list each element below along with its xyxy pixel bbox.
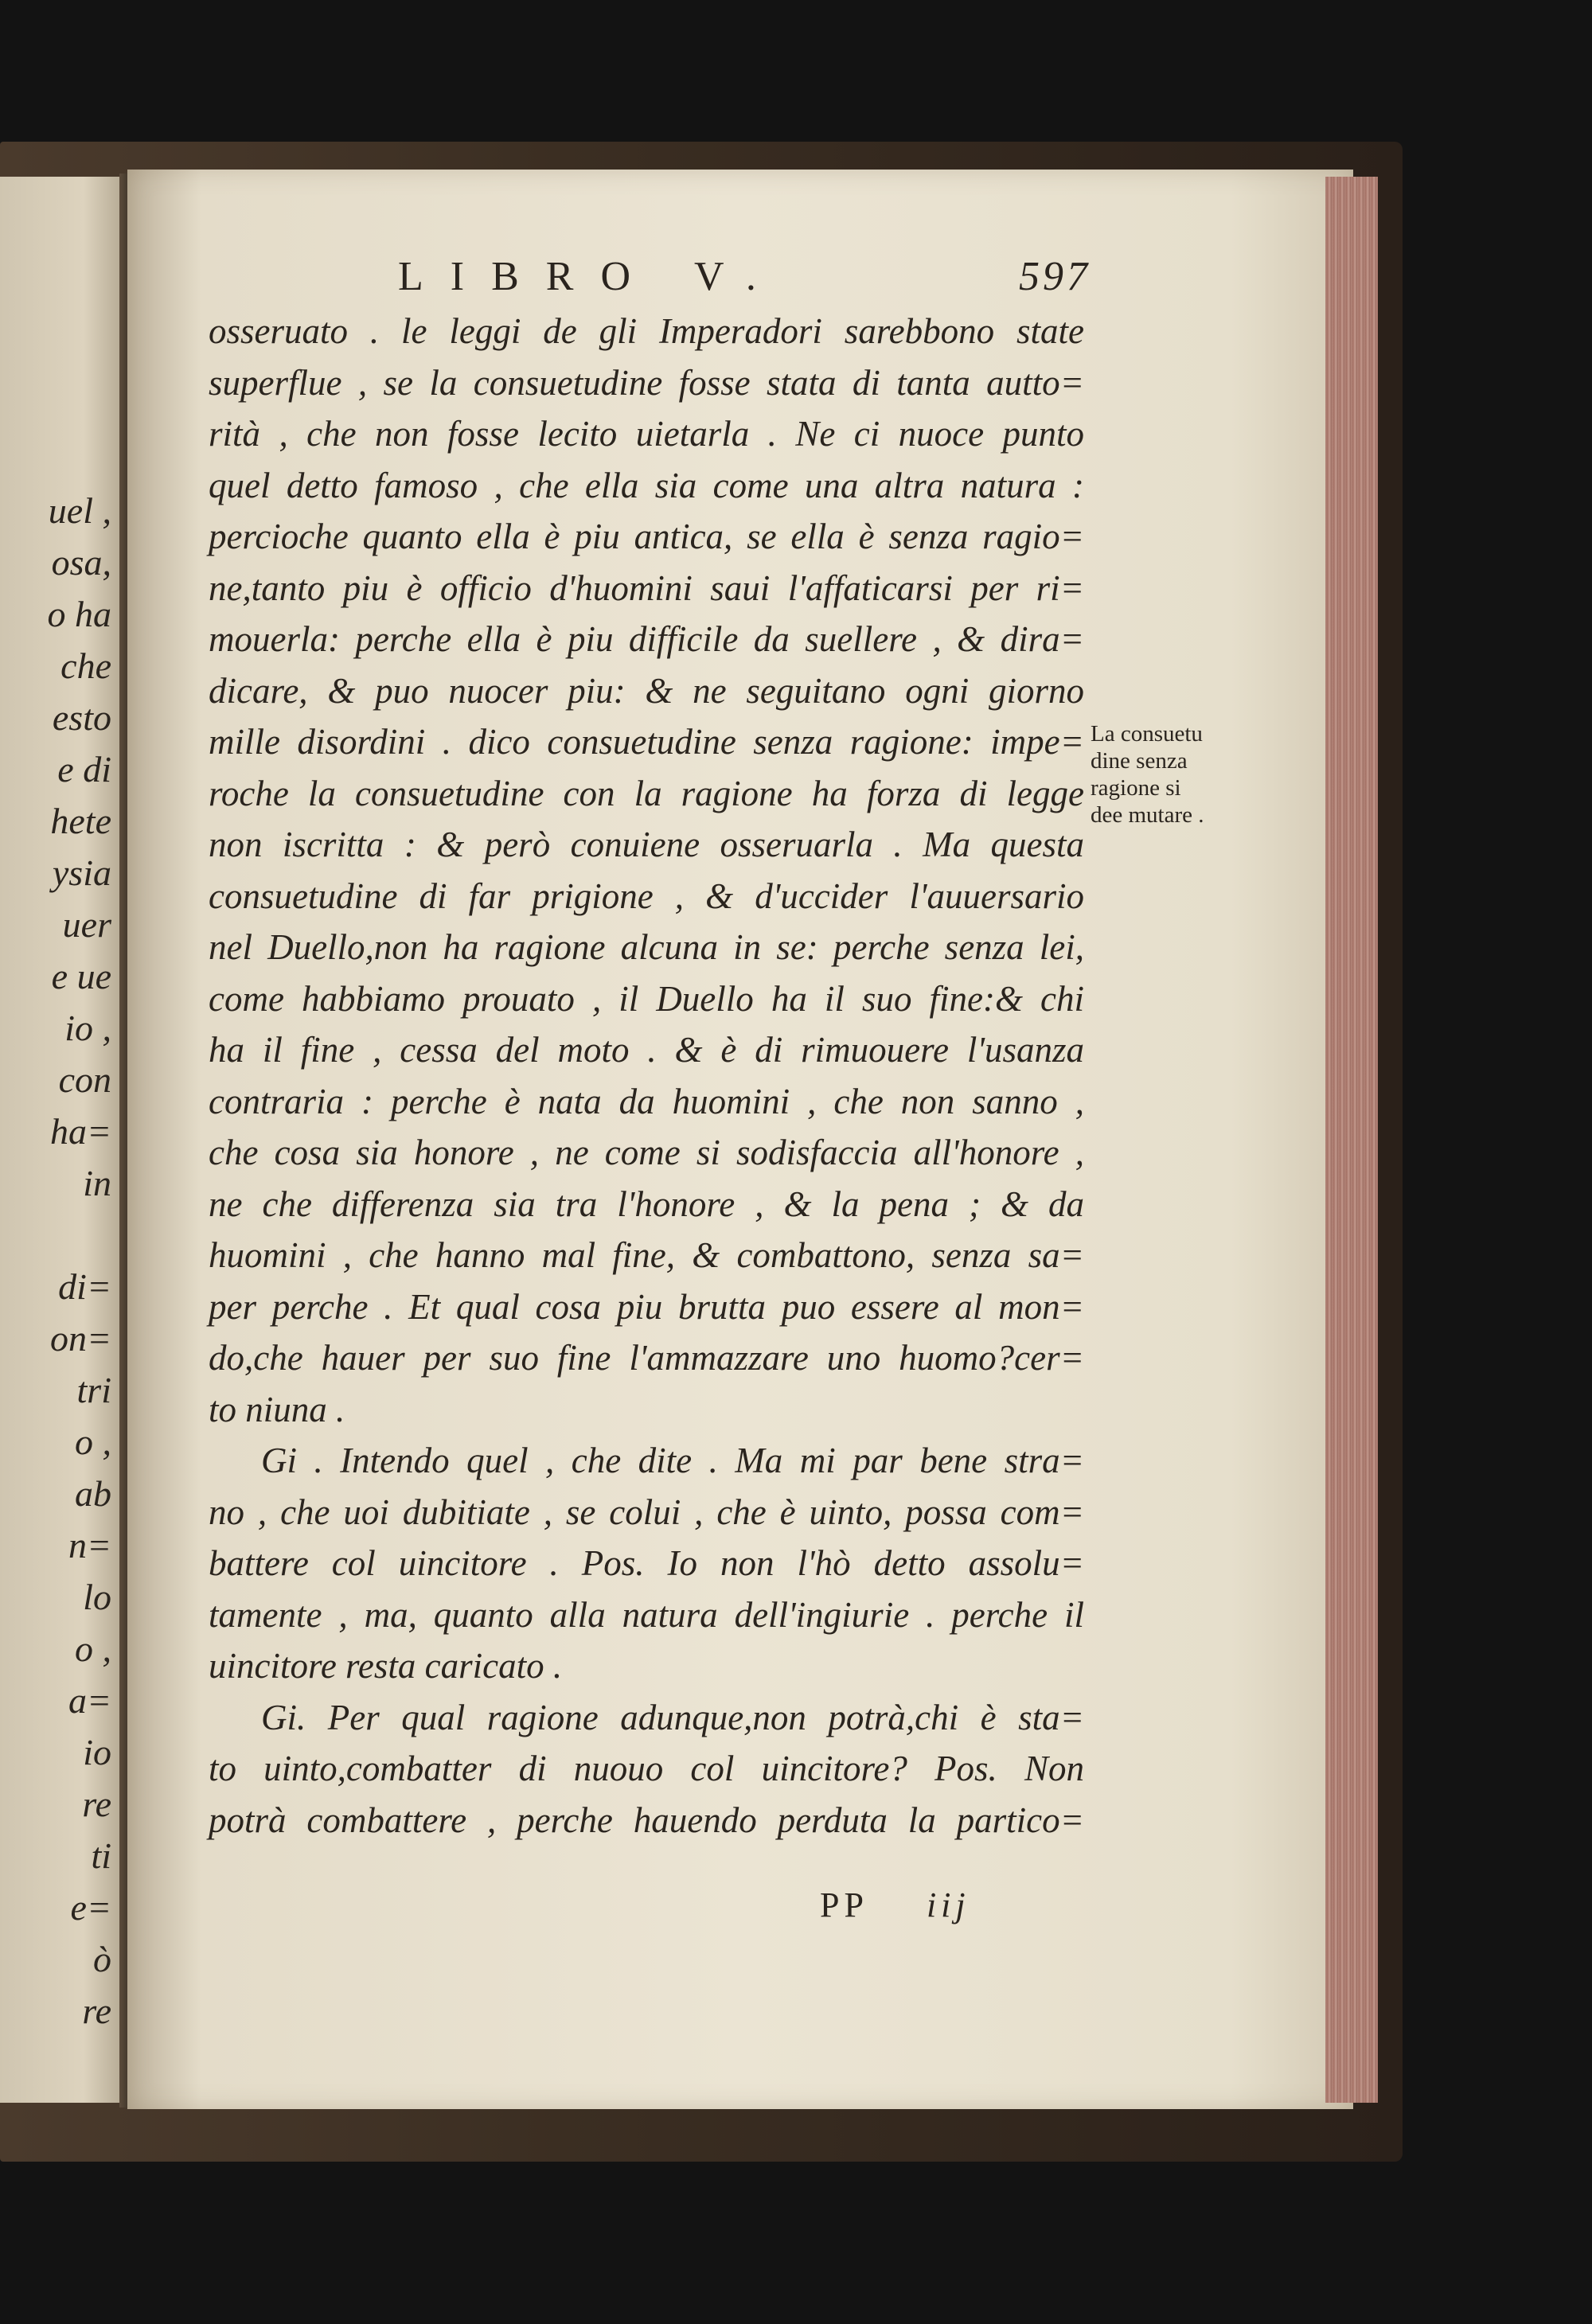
text-line: mille disordini . dico consuetudine senza ragione: impe=: [209, 722, 1084, 762]
left-page-line: che: [60, 645, 111, 686]
text-line: per perche . Et qual cosa piu brutta puo essere al mon=: [209, 1286, 1084, 1327]
text-line: to uinto,combatter di nuouo col uincitore? Pos. Non: [209, 1749, 1084, 1788]
text-line: do,che hauer per suo fine l'ammazzare uno huomo?cer=: [209, 1338, 1084, 1378]
margin-note-line: dee mutare .: [1091, 802, 1204, 828]
left-page-line: in: [83, 1163, 111, 1203]
left-page-line: a=: [68, 1680, 111, 1721]
left-page: [0, 177, 119, 2103]
text-line: ha il fine , cessa del moto . & è di rimuouere l'usanza: [209, 1030, 1084, 1070]
text-line: tamente , ma, quanto alla natura dell'ingiurie . perche il: [209, 1594, 1084, 1635]
page-header: [398, 253, 1091, 301]
text-line: huomini , che hanno mal fine, & combattono, senza sa=: [209, 1235, 1084, 1275]
text-line: osseruato . le leggi de gli Imperadori sarebbono state: [209, 311, 1084, 351]
left-page-line: e=: [70, 1887, 111, 1928]
text-line: consuetudine di far prigione , & d'uccider l'auuersario: [209, 875, 1084, 916]
text-line: contraria : perche è nata da huomini , che non sanno ,: [209, 1081, 1084, 1121]
left-page-line: on=: [49, 1318, 111, 1359]
left-page-line: lo: [83, 1577, 111, 1617]
margin-note-line: La consuetu: [1091, 721, 1203, 747]
left-page-line: o ,: [75, 1421, 111, 1462]
running-title: LIBRO V.: [398, 254, 783, 299]
text-line: potrà combattere , perche hauendo perduta la partico=: [209, 1800, 1084, 1840]
left-page-line: ti: [91, 1835, 111, 1876]
left-page-line: e ue: [51, 956, 111, 996]
signature-number: iij: [926, 1885, 970, 1924]
text-line: nel Duello,non ha ragione alcuna in se: perche senza lei,: [209, 927, 1084, 967]
left-page-line: esto: [52, 697, 111, 738]
text-line: no , che uoi dubitiate , se colui , che è uinto, possa com=: [209, 1491, 1084, 1532]
text-line: che cosa sia honore , ne come si sodisfaccia all'honore ,: [209, 1133, 1084, 1172]
left-page-line: re: [82, 1991, 111, 2031]
text-line: non iscritta : & però conuiene osseruarla . Ma questa: [209, 825, 1084, 864]
margin-note-line: dine senza: [1091, 748, 1188, 774]
text-line: Gi. Per qual ragione adunque,non potrà,chi è sta=: [261, 1697, 1084, 1737]
text-line: Gi . Intendo quel , che dite . Ma mi par bene stra=: [261, 1441, 1084, 1480]
left-page-line: io ,: [64, 1008, 111, 1048]
left-page-line: o ha: [47, 594, 111, 634]
left-page-line: n=: [68, 1525, 111, 1566]
signature-letters: PP: [820, 1885, 868, 1924]
left-page-line: osa,: [51, 542, 111, 583]
left-page-line: tri: [76, 1370, 111, 1410]
body-text: [209, 306, 1084, 1846]
left-page-line: e di: [57, 749, 111, 790]
signature-mark: [820, 1885, 970, 1925]
text-line: dicare, & puo nuocer piu: & ne seguitano ogni giorno: [209, 670, 1084, 711]
text-line: ne,tanto piu è officio d'huomini saui l'affaticarsi per ri=: [209, 567, 1084, 608]
text-line: percioche quanto ella è piu antica, se ella è senza ragio=: [209, 517, 1084, 556]
left-page-line: uel ,: [48, 490, 111, 531]
left-page-line: ha=: [49, 1111, 111, 1152]
left-page-line: ab: [75, 1473, 111, 1514]
left-page-line: ysia: [52, 852, 111, 893]
text-line: rità , che non fosse lecito uietarla . Ne ci nuoce punto: [209, 414, 1084, 454]
text-line: superflue , se la consuetudine fosse stata di tanta autto=: [209, 362, 1084, 403]
text-line: mouerla: perche ella è piu difficile da suellere , & dira=: [209, 619, 1084, 659]
left-page-line: con: [58, 1059, 111, 1100]
left-page-line: ò: [93, 1939, 111, 1979]
left-page-line: di=: [58, 1266, 111, 1307]
margin-note: [1091, 720, 1262, 829]
text-line: ne che differenza sia tra l'honore , & la pena ; & da: [209, 1183, 1084, 1224]
page-edges: [1325, 177, 1378, 2103]
left-page-line: io: [83, 1732, 111, 1772]
left-page-line: re: [82, 1784, 111, 1824]
left-page-line: o ,: [75, 1628, 111, 1669]
text-line: quel detto famoso , che ella sia come una altra natura :: [209, 465, 1084, 505]
page-number: 597: [1019, 254, 1091, 299]
text-line: come habbiamo prouato , il Duello ha il suo fine:& chi: [209, 978, 1084, 1019]
text-line: battere col uincitore . Pos. Io non l'hò detto assolu=: [209, 1543, 1084, 1583]
margin-note-line: ragione si: [1091, 775, 1181, 801]
text-line: to niuna .: [209, 1389, 345, 1429]
left-page-line: uer: [62, 904, 111, 945]
text-line: uincitore resta caricato .: [209, 1646, 563, 1686]
left-page-line: hete: [50, 801, 111, 841]
text-line: roche la consuetudine con la ragione ha forza di legge: [209, 773, 1084, 813]
